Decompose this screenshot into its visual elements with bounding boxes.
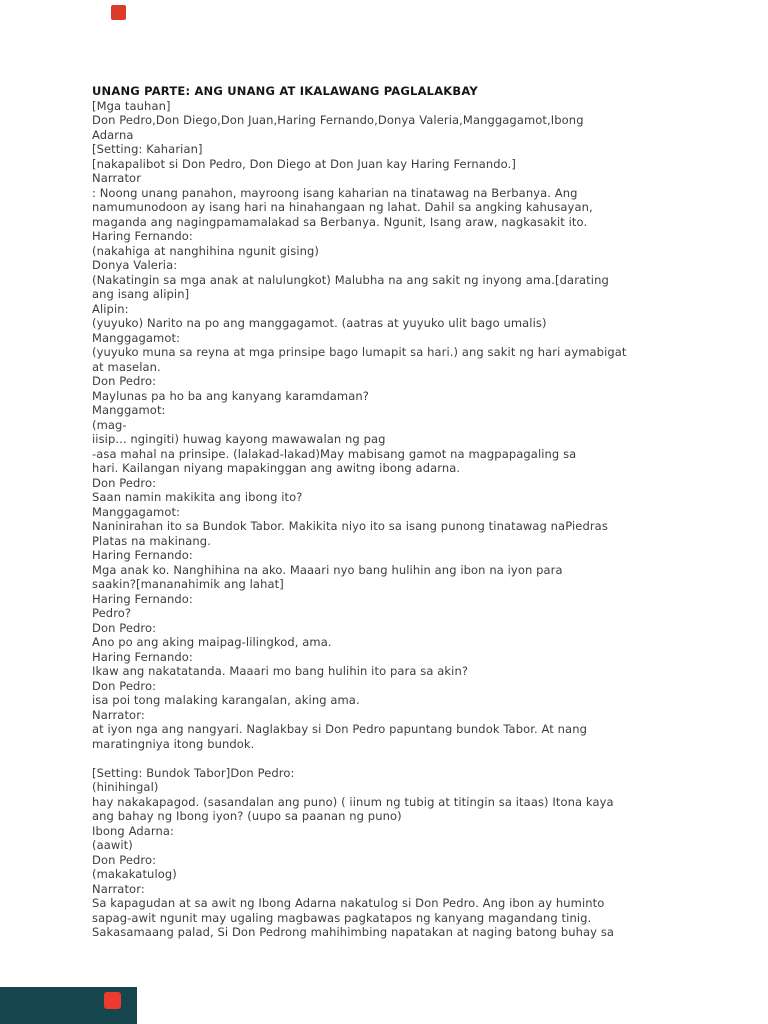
document-text-block — [92, 84, 700, 940]
text-line: Narrator — [92, 171, 142, 185]
text-line: namumunodoon ay isang hari na hinahangaan ng lahat. Dahil sa angking kahusayan, — [92, 200, 593, 214]
text-line: isa poi tong malaking karangalan, aking ama. — [92, 693, 360, 707]
text-line: Don Pedro: — [92, 475, 157, 490]
text-line: Mga anak ko. Nanghihina na ako. Maaari nyo bang hulihin ang ibon na iyon para — [92, 562, 563, 577]
text-line: Donya Valeria: — [92, 258, 178, 272]
text-line: hay nakakapagod. (sasandalan ang puno) ( iinum ng tubig at titingin sa itaas) Itona kaya — [92, 794, 614, 809]
text-line: at maselan. — [92, 359, 161, 374]
text-line — [92, 751, 700, 766]
text-line: Haring Fernando: — [92, 229, 193, 243]
document-lines — [92, 99, 700, 940]
text-line: ang isang alipin] — [92, 287, 190, 301]
text-line: -asa mahal na prinsipe. (lalakad-lakad)May mabisang gamot na magpapagaling sa — [92, 446, 577, 461]
text-line: maratingniya itong bundok. — [92, 736, 255, 751]
text-line: Manggagamot: — [92, 504, 181, 519]
bottom-red-marker-icon — [104, 992, 121, 1009]
text-line: Don Pedro: — [92, 620, 157, 635]
text-line: Don Pedro: — [92, 852, 157, 867]
text-line: [Setting: Bundok Tabor]Don Pedro: — [92, 765, 295, 780]
text-line: [Mga tauhan] — [92, 98, 171, 113]
text-line: sapag-awit ngunit may ugaling magbawas pagkatapos ng kanyang magandang tinig. — [92, 910, 592, 925]
text-line: : Noong unang panahon, mayroong isang kaharian na tinatawag na Berbanya. Ang — [92, 185, 578, 200]
text-line: (makakatulog) — [92, 867, 177, 881]
text-line: saakin?[mananahimik ang lahat] — [92, 577, 284, 591]
text-line: Manggagamot: — [92, 330, 181, 345]
text-line: Alipin: — [92, 301, 129, 316]
text-line: Sakasamaang palad, Si Don Pedrong mahihimbing napatakan at naging batong buhay sa — [92, 925, 615, 939]
text-line: Don Pedro: — [92, 374, 157, 388]
text-line: (nakahiga at nanghihina ngunit gising) — [92, 243, 319, 258]
text-line: [nakapalibot si Don Pedro, Don Diego at Don Juan kay Haring Fernando.] — [92, 156, 516, 171]
text-line: Narrator: — [92, 707, 145, 722]
text-line: Platas na makinang. — [92, 533, 211, 548]
text-line: maganda ang nagingpamamalakad sa Berbanya. Ngunit, Isang araw, nagkasakit ito. — [92, 214, 588, 229]
text-line: [Setting: Kaharian] — [92, 142, 203, 156]
text-line: (mag- — [92, 417, 127, 432]
text-line: iisip... ngingiti) huwag kayong mawawalan ng pag — [92, 432, 386, 446]
text-line: Saan namin makikita ang ibong ito? — [92, 490, 303, 504]
text-line: Ibong Adarna: — [92, 823, 175, 838]
text-line: Pedro? — [92, 606, 132, 620]
bottom-teal-bar — [0, 987, 137, 1024]
text-line: (Nakatingin sa mga anak at nalulungkot) Malubha na ang sakit ng inyong ama.[darating — [92, 272, 609, 287]
text-line: Haring Fernando: — [92, 649, 193, 664]
text-line: Ikaw ang nakatatanda. Maaari mo bang hulihin ito para sa akin? — [92, 664, 469, 678]
document-heading: UNANG PARTE: ANG UNANG AT IKALAWANG PAGLALAKBAY — [92, 84, 478, 98]
text-line: Don Pedro,Don Diego,Don Juan,Haring Fernando,Donya Valeria,Manggagamot,Ibong — [92, 113, 584, 127]
text-line: Adarna — [92, 127, 134, 142]
text-line: (yuyuko muna sa reyna at mga prinsipe bago lumapit sa hari.) ang sakit ng hari aymabigat — [92, 345, 627, 359]
text-line: Maylunas pa ho ba ang kanyang karamdaman? — [92, 388, 369, 403]
text-line: Don Pedro: — [92, 678, 157, 693]
text-line: (yuyuko) Narito na po ang manggagamot. (aatras at yuyuko ulit bago umalis) — [92, 316, 547, 330]
text-line: Haring Fernando: — [92, 548, 193, 562]
text-line: Ano po ang aking maipag-lilingkod, ama. — [92, 635, 332, 649]
text-line: hari. Kailangan niyang mapakinggan ang awitng ibong adarna. — [92, 461, 461, 475]
text-line: Sa kapagudan at sa awit ng Ibong Adarna nakatulog si Don Pedro. Ang ibon ay huminto — [92, 896, 605, 910]
text-line: Haring Fernando: — [92, 591, 193, 606]
red-marker-icon — [111, 5, 126, 20]
text-line: Narrator: — [92, 881, 145, 896]
text-line: at iyon nga ang nangyari. Naglakbay si Don Pedro papuntang bundok Tabor. At nang — [92, 722, 587, 736]
text-line: Naninirahan ito sa Bundok Tabor. Makikita niyo ito sa isang punong tinatawag naPiedras — [92, 519, 608, 533]
text-line: (aawit) — [92, 838, 133, 852]
text-line: Manggamot: — [92, 403, 166, 417]
text-line: ang bahay ng Ibong iyon? (uupo sa paanan ng puno) — [92, 809, 402, 823]
text-line: (hinihingal) — [92, 780, 159, 794]
